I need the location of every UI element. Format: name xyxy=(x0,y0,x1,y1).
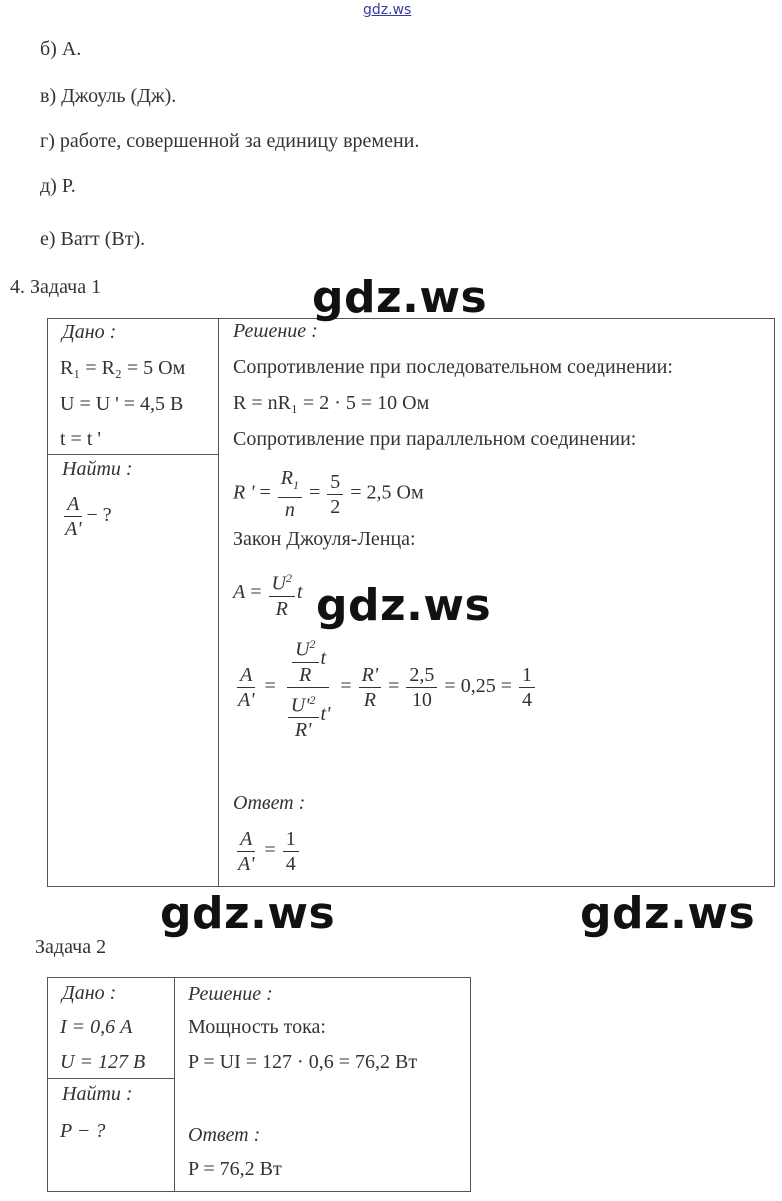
task1-find-label: Найти : xyxy=(62,458,133,480)
task2-line2: P = UI = 127 · 0,6 = 76,2 Вт xyxy=(188,1051,418,1073)
header-watermark: gdz.ws xyxy=(363,2,412,18)
watermark-4: gdz.ws xyxy=(580,888,756,939)
task1-divider xyxy=(218,318,219,886)
answer-e: е) Ватт (Вт). xyxy=(40,228,146,250)
task2-given-label: Дано : xyxy=(62,982,117,1004)
task2-given-divider xyxy=(47,1078,174,1079)
task2-find: P − ? xyxy=(60,1120,106,1142)
task2-given-1: I = 0,6 А xyxy=(60,1016,133,1038)
task1-given-divider xyxy=(47,454,218,455)
task2-answer-label: Ответ : xyxy=(188,1124,261,1146)
watermark-2: gdz.ws xyxy=(316,580,492,631)
task1-joule-formula: A = $\frac{U^2}{R}$ t xyxy=(233,566,303,621)
task1-given-2: U = U ' = 4,5 В xyxy=(60,393,184,415)
task1-given-3: t = t ' xyxy=(60,428,101,450)
task1-heading: 4. Задача 1 xyxy=(10,276,102,298)
task1-eq-tail: = 0,25 = xyxy=(444,674,512,697)
task1-line1: Сопротивление при последовательном соединении: xyxy=(233,356,673,378)
task1-line3: Сопротивление при параллельном соединении: xyxy=(233,428,637,450)
task1-line5: Закон Джоуля-Ленца: xyxy=(233,528,416,550)
answer-b: б) A. xyxy=(40,38,82,60)
task1-parallel-formula: R ' = $\frac{R_1}{n}$ = $\frac{5}{2}$ = 2,5 Ом xyxy=(233,467,424,521)
answer-g: г) работе, совершенной за единицу времени. xyxy=(40,130,420,152)
task1-given-label: Дано : xyxy=(62,321,117,343)
task2-line1: Мощность тока: xyxy=(188,1016,326,1038)
task1-ratio-formula: $\frac{A}{A'}$ = $\frac{U^2}{R}$ t $\frac{U'^2}{R'}$ t' = $\frac{R'}{R}$ = $\frac{2,5}{10}$ = 0,25 = $\frac{1}{4}$ xyxy=(233,632,537,742)
watermark-1: gdz.ws xyxy=(312,272,488,323)
task1-find-tail: − ? xyxy=(86,504,112,527)
task2-heading: Задача 2 xyxy=(35,936,107,958)
watermark-3: gdz.ws xyxy=(160,888,336,939)
task1-find: $\frac{A}{A'}$ − ? xyxy=(65,493,112,540)
answer-d: д) P. xyxy=(40,175,76,197)
task2-given-2: U = 127 В xyxy=(60,1051,146,1073)
task1-answer-label: Ответ : xyxy=(233,792,306,814)
answer-v: в) Джоуль (Дж). xyxy=(40,85,177,107)
task1-answer: $\frac{A}{A'}$ = $\frac{1}{4}$ xyxy=(233,827,301,876)
task2-solution-label: Решение : xyxy=(188,983,273,1005)
task1-line2: R = nR₁ = 2 · 5 = 10 Ом xyxy=(233,392,430,414)
task1-given-1: R₁ = R₂ = 5 Ом xyxy=(60,357,186,379)
task1-solution-label: Решение : xyxy=(233,320,318,342)
task2-find-label: Найти : xyxy=(62,1083,133,1105)
task2-answer: P = 76,2 Вт xyxy=(188,1158,282,1180)
task1-line4-tail: = 2,5 Ом xyxy=(350,481,424,504)
task2-divider xyxy=(174,977,175,1191)
